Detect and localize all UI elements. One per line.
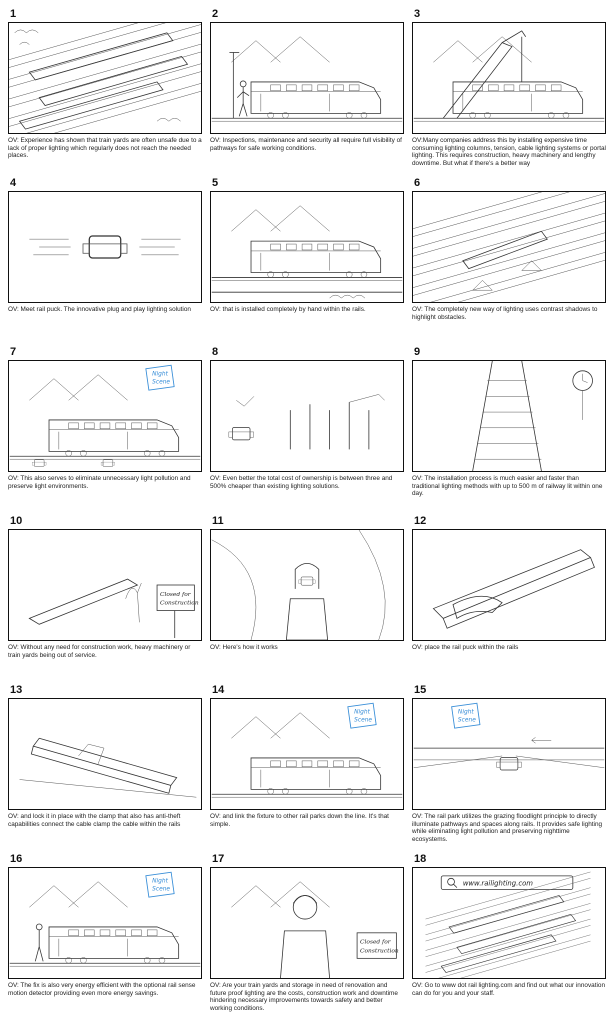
panel-caption: OV: that is installed completely by hand within the rails. (210, 306, 366, 313)
panel-caption: OV: and lock it in place with the clamp that also has anti-theft capabilities connect the cable clamp the cable within the rails (8, 813, 181, 828)
panel-sketch (8, 867, 202, 979)
storyboard-panel-17 (208, 853, 406, 1017)
panel-sketch (8, 698, 202, 810)
storyboard-panel-14 (208, 684, 406, 848)
storyboard-panel-5 (208, 177, 406, 341)
panel-caption: OV: This also serves to eliminate unnecessary light pollution and preserve light environments. (8, 475, 191, 490)
storyboard-panel-9 (410, 346, 608, 510)
panel-number: 10 (10, 515, 23, 527)
panel-sketch (412, 191, 606, 303)
search-url-text: www.railighting.com (462, 879, 533, 888)
panel-sketch (412, 529, 606, 641)
storyboard-panel-7 (6, 346, 204, 510)
panel-sketch (8, 529, 202, 641)
sign-line2: Construction (360, 948, 399, 955)
sign-line2: Construction (160, 600, 199, 607)
storyboard-panel-13 (6, 684, 204, 848)
storyboard-panel-11 (208, 515, 406, 679)
storyboard-panel-4 (6, 177, 204, 341)
storyboard-panel-1 (6, 8, 204, 172)
storyboard-panel-2 (208, 8, 406, 172)
panel-sketch (412, 22, 606, 134)
panel-sketch (210, 191, 404, 303)
sign-line1: Closed for (360, 939, 391, 946)
sticky-note-line1: Night (152, 878, 168, 885)
panel-sketch (210, 698, 404, 810)
panel-caption: OV: Go to www dot rail lighting.com and find out what our innovation can do for you and your staff. (412, 982, 606, 997)
panel-caption: OV: Meet rail puck. The innovative plug and play lighting solution (8, 306, 191, 313)
sticky-note-line2: Scene (457, 717, 476, 724)
storyboard-panel-12 (410, 515, 608, 679)
sticky-note-line2: Scene (152, 886, 171, 893)
panel-number: 8 (212, 346, 219, 358)
panel-sketch (8, 22, 202, 134)
panel-number: 7 (10, 346, 17, 358)
panel-sketch (412, 867, 606, 979)
storyboard-panel-16 (6, 853, 204, 1017)
panel-number: 14 (212, 684, 225, 696)
panel-number: 13 (10, 684, 23, 696)
search-icon (448, 878, 455, 885)
panel-caption: OV: The completely new way of lighting uses contrast shadows to highlight obstacles. (412, 306, 598, 321)
storyboard-panel-6 (410, 177, 608, 341)
storyboard-grid (6, 8, 608, 1017)
panel-caption: OV: The fix is also very energy efficient with the optional rail sense motion detector providing even more energy savings. (8, 982, 196, 997)
panel-sketch (412, 698, 606, 810)
panel-caption: OV: The rail park utilizes the grazing floodlight principle to directly illuminate pathways and spaces along rails. It provides safe lighting while eliminating light pollution and preserving nighttime ecosystems. (412, 813, 603, 843)
panel-sketch (8, 360, 202, 472)
panel-number: 9 (414, 346, 421, 358)
panel-caption: OV:Many companies address this by installing expensive time consuming lighting columns, tension, cable lighting systems or portal lighting. This requires construction, heavy machinery and lengthy downtime. But what if there's a better way (412, 137, 606, 167)
panel-caption: OV: place the rail puck within the rails (412, 644, 519, 651)
sticky-note-line1: Night (354, 709, 370, 716)
panel-caption: OV: Are your train yards and storage in need of renovation and future proof lighting are the costs, construction work and downtime hindering necessary improvements towards safety and better working conditions. (210, 982, 398, 1012)
panel-sketch (412, 360, 606, 472)
panel-caption: OV: and link the fixture to other rail parks down the line. It's that simple. (210, 813, 389, 828)
panel-caption: OV: Here's how it works (210, 644, 278, 651)
storyboard-panel-3 (410, 8, 608, 172)
panel-number: 18 (414, 853, 427, 865)
sticky-note-line2: Scene (354, 717, 373, 724)
panel-caption: OV: Inspections, maintenance and security all require full visibility of pathways for safe working conditions. (210, 137, 402, 152)
panel-number: 11 (212, 515, 224, 527)
panel-sketch (210, 22, 404, 134)
panel-caption: OV: Experience has shown that train yards are often unsafe due to a lack of proper lighting which regularly does not reach the needed places. (8, 137, 202, 160)
panel-sketch (8, 191, 202, 303)
panel-caption: OV: Without any need for construction work, heavy machinery or train yards being out of service. (8, 644, 191, 659)
panel-sketch (210, 529, 404, 641)
panel-number: 17 (212, 853, 225, 865)
sticky-note-line1: Night (152, 371, 168, 378)
storyboard-panel-18 (410, 853, 608, 1017)
panel-number: 4 (10, 177, 17, 189)
panel-number: 5 (212, 177, 219, 189)
sticky-note-line1: Night (457, 709, 474, 716)
panel-number: 12 (414, 515, 427, 527)
sticky-note-line2: Scene (152, 379, 171, 386)
panel-number: 6 (414, 177, 421, 189)
storyboard-panel-8 (208, 346, 406, 510)
panel-caption: OV: Even better the total cost of ownership is between three and 500% cheaper than existing lighting solutions. (210, 475, 393, 490)
storyboard-panel-15 (410, 684, 608, 848)
panel-number: 3 (414, 8, 421, 20)
panel-sketch (210, 867, 404, 979)
storyboard-panel-10 (6, 515, 204, 679)
panel-caption: OV: The installation process is much easier and faster than traditional lighting methods with up to 500 m of railway lit within one day. (412, 475, 603, 498)
panel-number: 2 (212, 8, 219, 20)
panel-number: 16 (10, 853, 23, 865)
sign-line1: Closed for (160, 591, 191, 598)
panel-sketch (210, 360, 404, 472)
panel-number: 1 (10, 8, 17, 20)
panel-number: 15 (414, 684, 427, 696)
